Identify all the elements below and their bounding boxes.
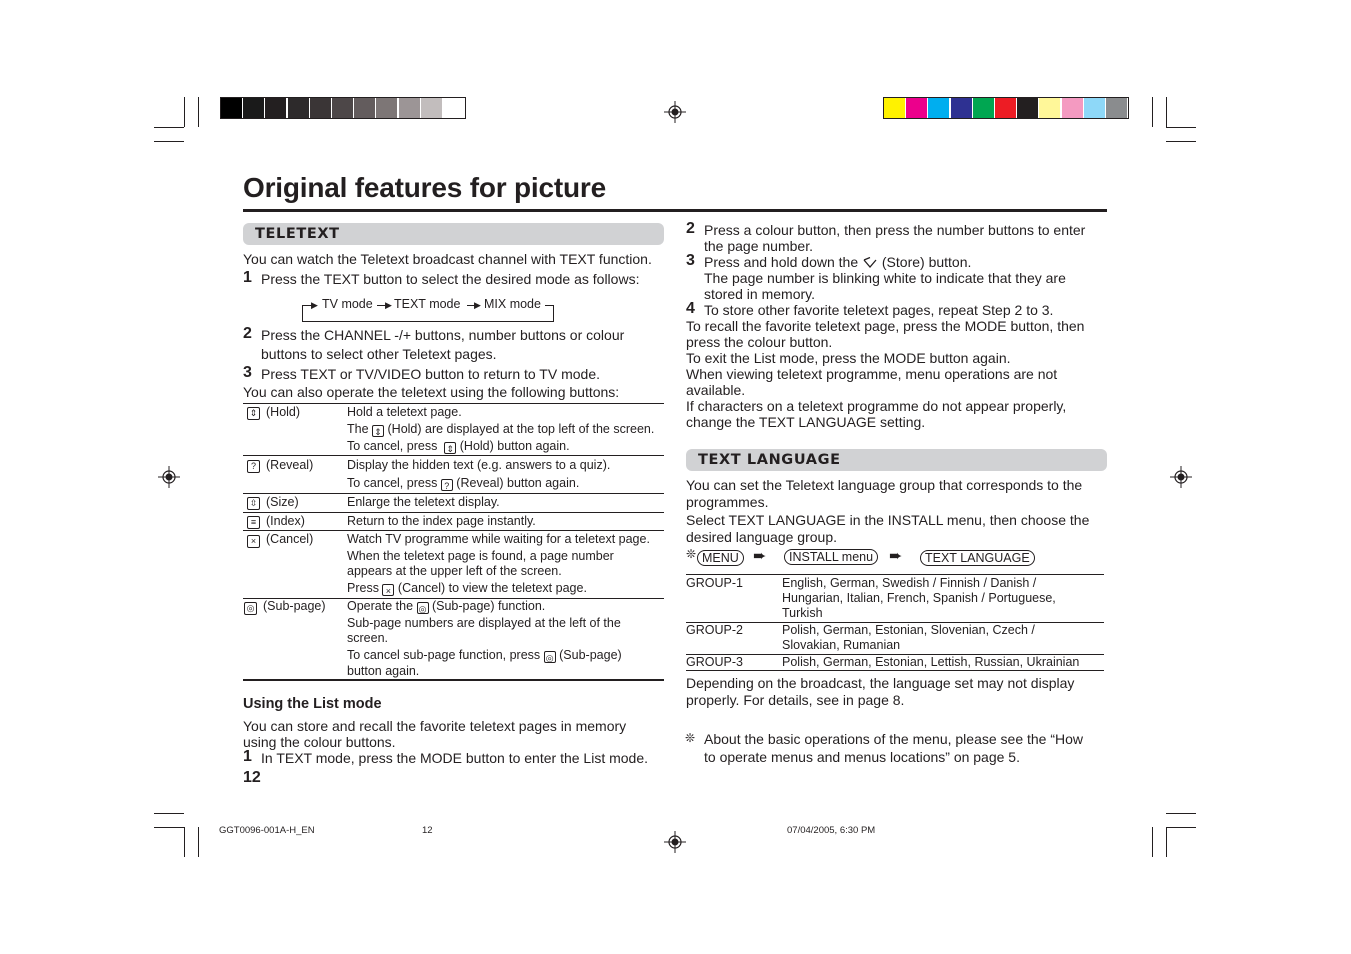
button-desc: appears at the upper left of the screen. — [347, 564, 562, 578]
list-mode-para: To recall the favorite teletext page, press the MODE button, then — [686, 318, 1085, 334]
button-name: (Sub-page) — [263, 599, 326, 613]
step-number: 4 — [686, 300, 695, 317]
button-desc: Return to the index page instantly. — [347, 514, 536, 528]
swatch-frame — [220, 97, 466, 119]
group-languages: Polish, German, Estonian, Lettish, Russian, Ukrainian — [782, 655, 1080, 669]
button-desc: Press × (Cancel) to view the teletext page. — [347, 581, 587, 596]
hold-icon: ⇕ — [372, 425, 384, 437]
list-mode-text: using the colour buttons. — [243, 734, 396, 750]
button-name: (Reveal) — [266, 458, 314, 472]
hold-icon: ⇕ — [444, 442, 456, 454]
button-desc: When the teletext page is found, a page number — [347, 549, 614, 563]
step-number: 1 — [243, 269, 252, 286]
text-language-para: You can set the Teletext language group that corresponds to the — [686, 477, 1083, 493]
teletext-heading: TELETEXT — [243, 223, 664, 245]
button-desc: To cancel, press ? (Reveal) button again. — [347, 476, 580, 491]
button-desc: To cancel, press ⇕ (Hold) button again. — [347, 439, 570, 454]
footnote: to operate menus and menus locations” on page 5. — [704, 749, 1020, 765]
text-language-para: Select TEXT LANGUAGE in the INSTALL menu, then choose the — [686, 512, 1090, 528]
footer-date: 07/04/2005, 6:30 PM — [787, 825, 876, 836]
button-desc: The ⇕ (Hold) are displayed at the top left of the screen. — [347, 422, 655, 437]
footer-page: 12 — [422, 825, 433, 836]
group-languages: Slovakian, Rumanian — [782, 638, 901, 652]
footnote: About the basic operations of the menu, please see the “How — [704, 731, 1084, 747]
button-desc: Operate the ◎ (Sub-page) function. — [347, 599, 546, 614]
mode-label: TEXT mode — [394, 297, 461, 311]
page-number: 12 — [243, 769, 261, 786]
teletext-step2: Press the CHANNEL -/+ buttons, number buttons or colour — [261, 327, 625, 343]
menu-path-item: INSTALL menu — [784, 549, 878, 565]
group-name: GROUP-2 — [686, 623, 743, 637]
teletext-step3: Press TEXT or TV/VIDEO button to return to TV mode. — [261, 366, 601, 382]
button-desc: Sub-page numbers are displayed at the left of the — [347, 616, 621, 630]
list-mode-step3: Press and hold down the (Store) button. — [704, 254, 972, 270]
arrow-right-icon: ➨ — [753, 548, 767, 565]
button-name: (Size) — [266, 495, 299, 509]
asterisk-icon: ❊ — [686, 547, 697, 561]
step-number: 3 — [243, 364, 252, 381]
store-icon — [862, 257, 878, 269]
list-mode-text: You can store and recall the favorite teletext pages in memory — [243, 718, 627, 734]
registration-mark-right — [1170, 466, 1192, 488]
button-desc: Watch TV programme while waiting for a teletext page. — [347, 532, 650, 546]
mode-label: TV mode — [322, 297, 373, 311]
step-number: 2 — [243, 325, 252, 342]
registration-mark-bottom — [664, 831, 686, 853]
step-number: 2 — [686, 220, 695, 237]
teletext-intro: You can watch the Teletext broadcast channel with TEXT function. — [243, 251, 652, 267]
reveal-icon: ? — [247, 460, 260, 473]
asterisk-icon: ❊ — [685, 731, 696, 745]
index-icon: ≡ — [247, 516, 260, 529]
step-number: 1 — [243, 748, 252, 765]
page-title: Original features for picture — [243, 172, 606, 203]
menu-path-item: MENU — [697, 550, 744, 566]
step-number: 3 — [686, 252, 695, 269]
subpage-icon: ◎ — [544, 651, 556, 663]
teletext-step1: Press the TEXT button to select the desired mode as follows: — [261, 271, 640, 287]
button-name: (Hold) — [266, 405, 301, 419]
list-mode-step3: stored in memory. — [704, 286, 815, 302]
list-mode-para: When viewing teletext programme, menu operations are not — [686, 366, 1058, 382]
list-mode-step4: To store other favorite teletext pages, repeat Step 2 to 3. — [704, 302, 1054, 318]
mode-label: MIX mode — [484, 297, 541, 311]
text-language-para: programmes. — [686, 494, 769, 510]
hold-icon: ⇕ — [247, 407, 260, 420]
reveal-icon: ? — [441, 479, 453, 491]
swatch-frame — [883, 97, 1129, 119]
button-desc: Enlarge the teletext display. — [347, 495, 500, 509]
group-languages: Hungarian, Italian, French, Spanish / Portuguese, — [782, 591, 1056, 605]
list-mode-step1: In TEXT mode, press the MODE button to enter the List mode. — [261, 750, 649, 766]
title-rule — [243, 209, 1107, 212]
size-icon: ⇳ — [247, 497, 260, 510]
registration-mark-top — [664, 101, 686, 123]
subpage-icon: ◎ — [244, 602, 257, 615]
button-desc: To cancel sub-page function, press ◎ (Sub-page) — [347, 648, 622, 663]
text-language-para: desired language group. — [686, 529, 838, 545]
language-note: Depending on the broadcast, the language set may not display — [686, 675, 1075, 691]
arrow-icon: ▶ — [474, 300, 481, 310]
list-mode-step2: Press a colour button, then press the number buttons to enter — [704, 222, 1086, 238]
button-desc: Display the hidden text (e.g. answers to a quiz). — [347, 458, 611, 472]
group-name: GROUP-1 — [686, 576, 743, 590]
list-mode-para: available. — [686, 382, 746, 398]
teletext-step2: buttons to select other Teletext pages. — [261, 346, 497, 362]
list-mode-step2: the page number. — [704, 238, 813, 254]
group-languages: Polish, German, Estonian, Slovenian, Czech / — [782, 623, 1035, 637]
list-mode-heading: Using the List mode — [243, 696, 382, 712]
button-desc: Hold a teletext page. — [347, 405, 462, 419]
arrow-icon: ▶ — [311, 300, 318, 310]
group-name: GROUP-3 — [686, 655, 743, 669]
arrow-right-icon: ➨ — [889, 548, 903, 565]
button-desc: button again. — [347, 664, 420, 678]
teletext-also: You can also operate the teletext using the following buttons: — [243, 384, 620, 400]
text-language-heading: TEXT LANGUAGE — [686, 449, 1107, 471]
button-name: (Cancel) — [266, 532, 314, 546]
button-name: (Index) — [266, 514, 305, 528]
language-note: properly. For details, see in page 8. — [686, 692, 905, 708]
list-mode-step3: The page number is blinking white to indicate that they are — [704, 270, 1066, 286]
list-mode-para: To exit the List mode, press the MODE button again. — [686, 350, 1011, 366]
button-desc: screen. — [347, 631, 388, 645]
list-mode-para: press the colour button. — [686, 334, 833, 350]
registration-mark-left — [158, 466, 180, 488]
cancel-icon: × — [382, 584, 394, 596]
menu-path-item: TEXT LANGUAGE — [920, 550, 1035, 566]
list-mode-para: If characters on a teletext programme do not appear properly, — [686, 398, 1067, 414]
list-mode-para: change the TEXT LANGUAGE setting. — [686, 414, 926, 430]
group-languages: Turkish — [782, 606, 823, 620]
subpage-icon: ◎ — [417, 602, 429, 614]
cancel-icon: × — [247, 535, 260, 548]
arrow-icon: ▶ — [385, 300, 392, 310]
footer-file: GGT0096-001A-H_EN — [219, 825, 315, 836]
group-languages: English, German, Swedish / Finnish / Danish / — [782, 576, 1037, 590]
